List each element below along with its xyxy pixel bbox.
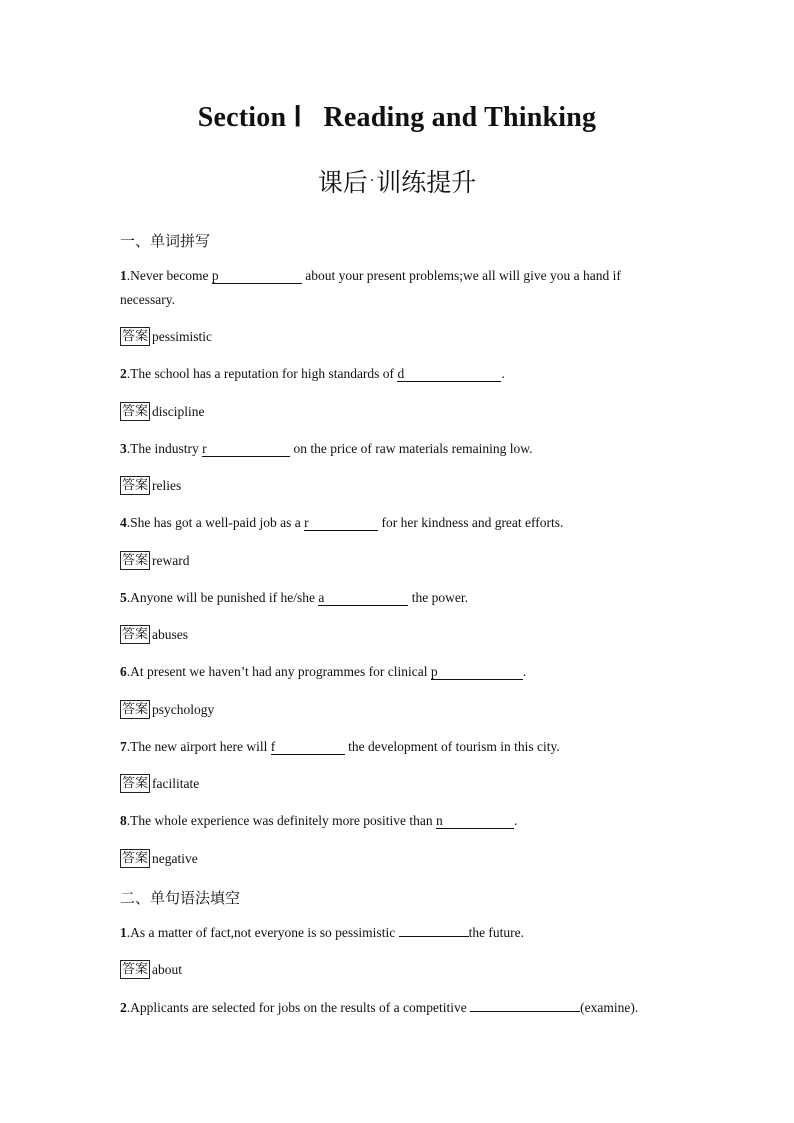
answer-row (120, 476, 181, 495)
answer-blank[interactable]: n (436, 813, 514, 829)
answer-row (120, 849, 198, 868)
answer-blank[interactable]: p (431, 664, 523, 680)
section-heading-spelling: 一、单词拼写 (120, 232, 211, 250)
answer-row (120, 551, 190, 570)
question-item: 1.As a matter of fact,not everyone is so pessimistic the future. (120, 921, 680, 945)
question-item: 4.She has got a well-paid job as a r for her kindness and great efforts. (120, 515, 564, 530)
answer-blank[interactable]: f (271, 739, 345, 755)
answer-label: 答案 (122, 553, 149, 568)
question-item: 7.The new airport here will f the development of tourism in this city. (120, 739, 560, 754)
question-item-continued: necessary. (120, 292, 175, 307)
question-item: 3.The industry r on the price of raw materials remaining low. (120, 441, 533, 456)
answer-label: 答案 (122, 851, 149, 866)
answer-label: 答案 (122, 329, 149, 344)
question-item: 2.Applicants are selected for jobs on the results of a competitive (examine). (120, 996, 680, 1020)
answer-blank[interactable]: r (202, 441, 290, 457)
answer-text: relies (152, 477, 182, 493)
question-item: 6.At present we haven’t had any programmes for clinical p . (120, 664, 527, 679)
answer-text: discipline (152, 403, 205, 419)
answer-row (120, 402, 205, 421)
answer-label: 答案 (122, 776, 149, 791)
answer-text: reward (152, 552, 190, 568)
answer-blank[interactable]: d (397, 366, 501, 382)
answer-row (120, 625, 188, 644)
answer-label: 答案 (122, 962, 149, 977)
answer-text: psychology (152, 701, 215, 717)
answer-blank[interactable]: r (304, 515, 378, 531)
answer-text: negative (152, 850, 198, 866)
question-item: 1.Never become p about your present problems;we all will give you a hand if (120, 268, 621, 283)
answer-text: pessimistic (152, 328, 213, 344)
subtitle-dot: · (369, 173, 375, 189)
answer-blank[interactable] (470, 996, 580, 1012)
answer-row (120, 327, 212, 346)
answer-label: 答案 (122, 627, 149, 642)
answer-label: 答案 (122, 702, 149, 717)
answer-text: facilitate (152, 775, 200, 791)
question-item: 8.The whole experience was definitely more positive than n . (120, 813, 518, 828)
section-heading-grammar: 二、单句语法填空 (120, 889, 241, 907)
question-item: 5.Anyone will be punished if he/she a the power. (120, 590, 468, 605)
page-subtitle (0, 163, 794, 199)
answer-blank[interactable] (399, 921, 469, 937)
subtitle-rest: 训练提升 (376, 168, 477, 197)
answer-row (120, 774, 199, 793)
question-item: 2.The school has a reputation for high standards of d . (120, 366, 505, 381)
answer-text: abuses (152, 626, 189, 642)
answer-row (120, 700, 214, 719)
answer-blank[interactable]: p (212, 268, 302, 284)
page-title: Section Ⅰ Reading and Thinking (197, 102, 597, 133)
answer-blank[interactable]: a (318, 590, 408, 606)
answer-text: about (152, 961, 183, 977)
answer-row (120, 960, 182, 979)
answer-label: 答案 (122, 478, 149, 493)
answer-label: 答案 (122, 404, 149, 419)
subtitle-main: 课后 (317, 168, 368, 197)
